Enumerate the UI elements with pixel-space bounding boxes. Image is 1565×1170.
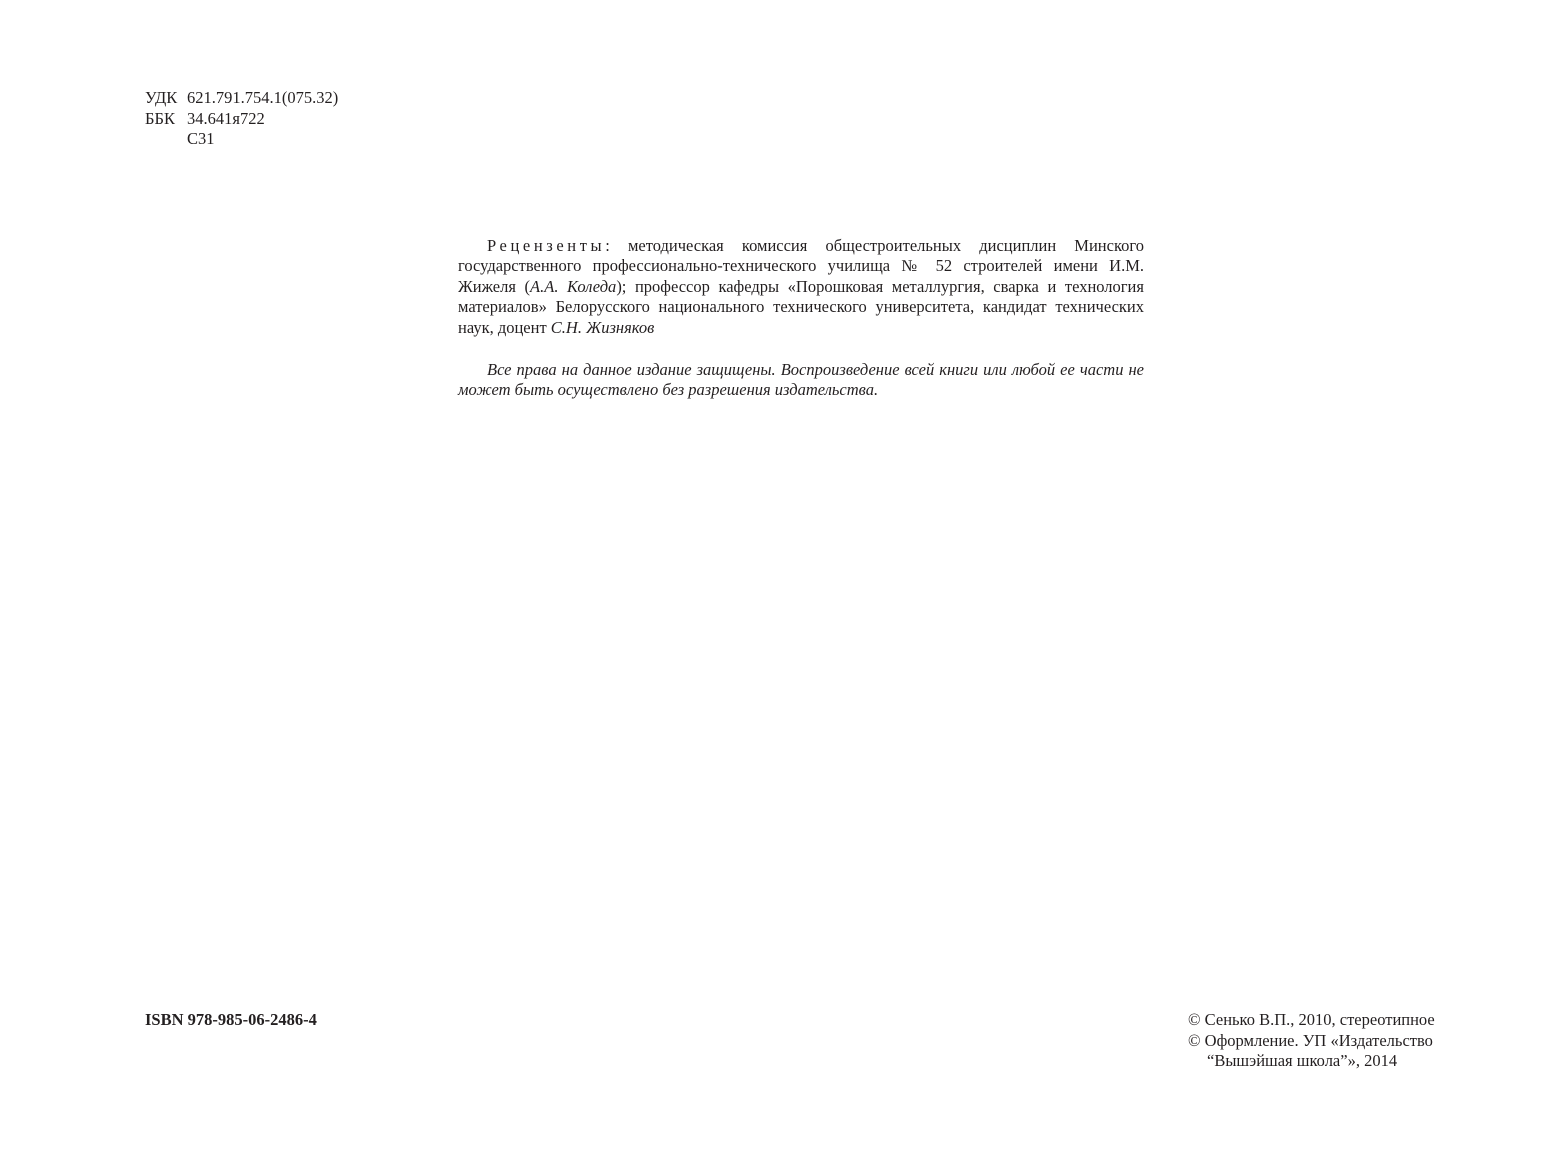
copyright-line-3: “Вышэйшая школа”», 2014 (1207, 1051, 1398, 1070)
copyright-line-1: © Сенько В.П., 2010, стереотипное (1188, 1010, 1435, 1029)
udk-row (145, 88, 338, 109)
reviewers-label: Рецензенты (487, 236, 606, 255)
udk-value: 621.791.754.1(075.32) (187, 88, 339, 107)
bbk-label: ББК (145, 108, 175, 128)
reviewers-text-2: ); профессор кафедры «Порошковая металлургия, сварка и технология материалов» Белорусского национального технического университета, кандидат технических наук, доцент (458, 276, 1144, 337)
rights-notice: Все права на данное издание защищены. Воспроизведение всей книги или любой ее части не может быть осуществлено без разрешения издательства. (458, 360, 1144, 400)
isbn: ISBN 978-985-06-2486-4 (145, 1010, 317, 1029)
reviewer-person-1: А.А. Коледа (530, 276, 617, 296)
reviewer-person-2: С.Н. Жизняков (550, 317, 655, 337)
bbk-value: 34.641я722 (187, 108, 265, 128)
bbk-row (145, 109, 338, 130)
author-mark: С31 (187, 129, 215, 148)
reviewers-paragraph (458, 236, 1144, 338)
classification-block (145, 88, 338, 150)
main-text-block (458, 236, 1144, 401)
copyright-line-2: © Оформление. УП «Издательство (1188, 1030, 1433, 1050)
reviewers-text-1: : методическая комиссия общестроительных дисциплин Минского государственного профессионально-технического училища № 52 строителей имени И.М. Жижеля ( (458, 236, 1144, 296)
udk-label: УДК (145, 88, 178, 107)
copyright-block (1188, 1010, 1435, 1072)
author-mark-row (145, 129, 338, 150)
